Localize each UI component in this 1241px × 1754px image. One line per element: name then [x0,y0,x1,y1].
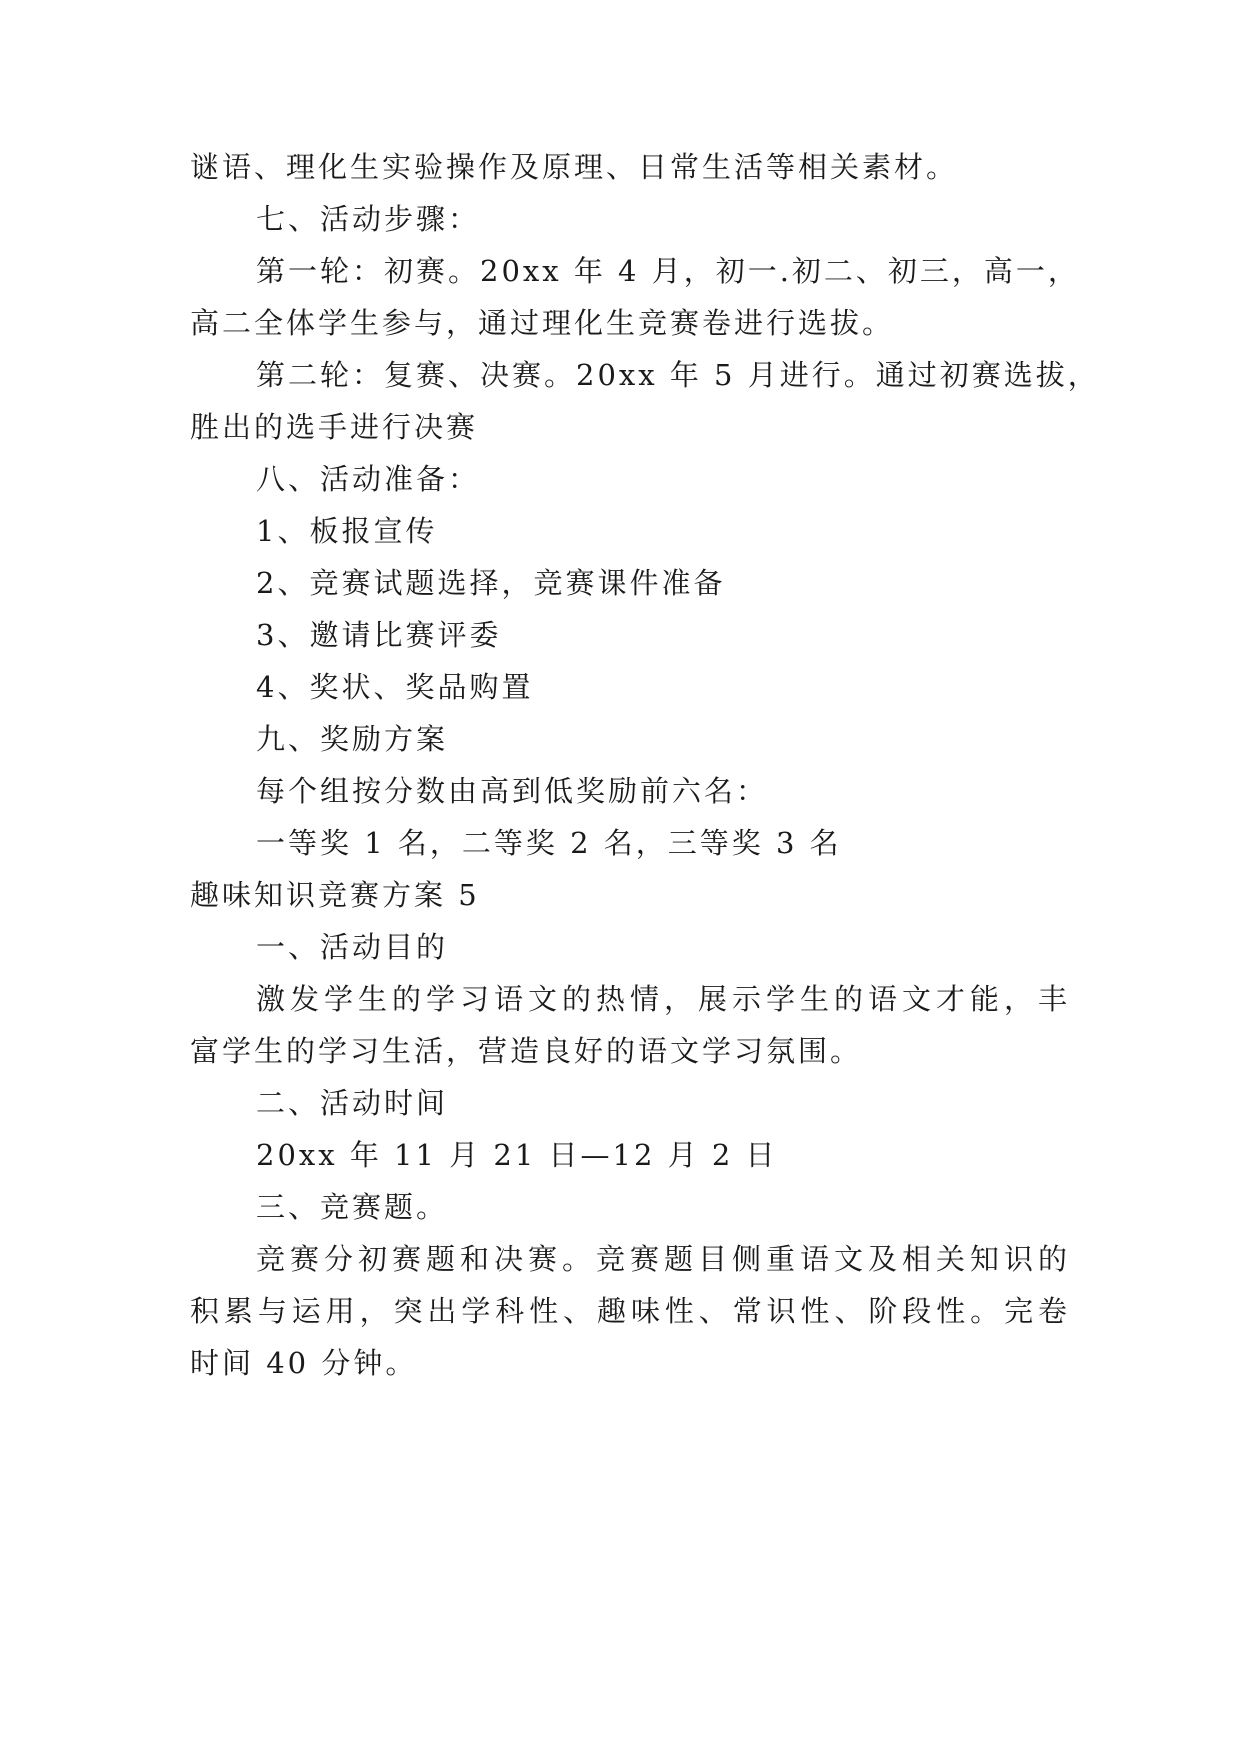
body-text-line: 时间 40 分钟。 [190,1346,418,1380]
body-text-line: 谜语、理化生实验操作及原理、日常生活等相关素材。 [190,150,959,184]
body-text-line: 积累与运用，突出学科性、趣味性、常识性、阶段性。完卷 [190,1294,1070,1328]
body-text-line: 高二全体学生参与，通过理化生竞赛卷进行选拔。 [190,306,895,340]
section-heading: 二、活动时间 [256,1086,449,1120]
body-text-line: 第二轮：复赛、决赛。20xx 年 5 月进行。通过初赛选拔， [256,358,1100,392]
body-text-line: 每个组按分数由高到低奖励前六名： [256,774,769,808]
list-item: 3、邀请比赛评委 [256,618,502,652]
section-heading: 八、活动准备： [256,462,481,496]
document-title: 趣味知识竞赛方案 5 [190,878,480,912]
body-text-line: 竞赛分初赛题和决赛。竞赛题目侧重语文及相关知识的 [256,1242,1070,1276]
list-item: 2、竞赛试题选择，竞赛课件准备 [256,566,726,600]
body-text-line: 激发学生的学习语文的热情，展示学生的语文才能，丰 [256,982,1070,1016]
body-text-line: 富学生的学习生活，营造良好的语文学习氛围。 [190,1034,863,1068]
section-heading: 九、奖励方案 [256,722,449,756]
body-text-line: 第一轮：初赛。20xx 年 4 月，初一.初二、初三，高一， [256,254,1080,288]
body-text-line: 一等奖 1 名，二等奖 2 名，三等奖 3 名 [256,826,842,860]
list-item: 1、板报宣传 [256,514,438,548]
list-item: 4、奖状、奖品购置 [256,670,534,704]
section-heading: 七、活动步骤： [256,202,481,236]
body-text-line: 20xx 年 11 月 21 日—12 月 2 日 [256,1138,778,1172]
body-text-line: 胜出的选手进行决赛 [190,410,479,444]
section-heading: 一、活动目的 [256,930,449,964]
section-heading: 三、竞赛题。 [256,1190,449,1224]
